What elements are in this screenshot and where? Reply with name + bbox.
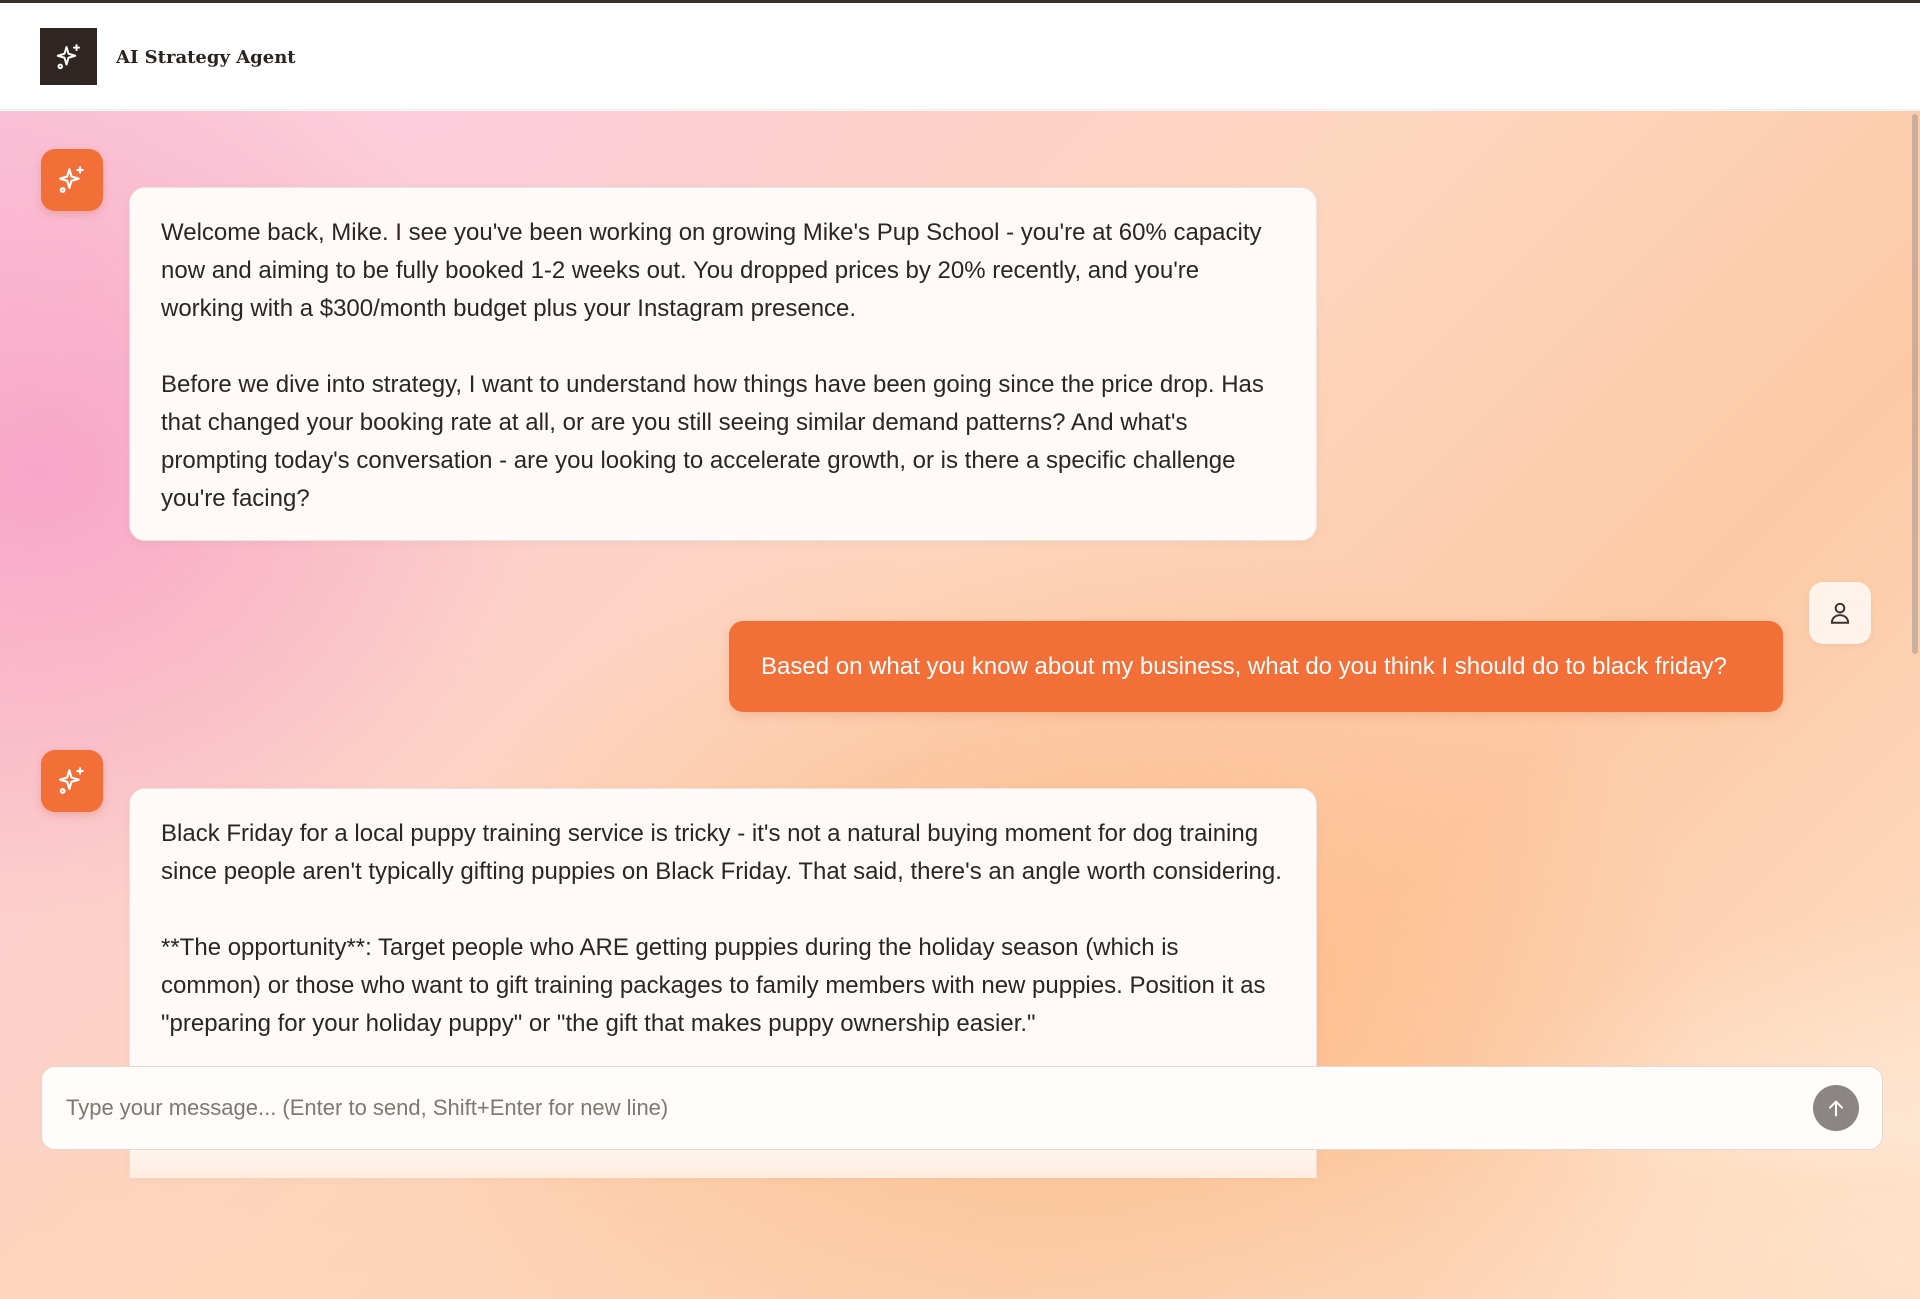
assistant-message: Welcome back, Mike. I see you've been working on growing Mike's Pup School - you're at 60% capacity now and aiming to be fully booked 1-2 weeks out. You dropped prices by 20% recently, and you're working with a $300/month budget plus your Instagram presence. Before we dive into strategy, I want to understand how things have been going since the price drop. Has that changed your booking rate at all, or are you still seeing similar demand patterns? And what's prompting today's conversation - are you looking to accelerate growth, or is there a specific challenge you're facing? — [129, 187, 1317, 541]
assistant-message: Black Friday for a local puppy training service is tricky - it's not a natural buying moment for dog training since people aren't typically gifting puppies on Black Friday. That said, there's an angle worth considering. **The opportunity**: Target people who ARE getting puppies during the holiday season (which is common) or those who want to gift training packages to family members with new puppies. Position it as "preparing for your holiday puppy" or "the gift that makes puppy ownership easier." — [129, 788, 1317, 1178]
app-header — [0, 3, 1920, 110]
send-button[interactable] — [1813, 1085, 1859, 1131]
user-avatar — [1809, 582, 1871, 644]
app-logo — [40, 28, 97, 85]
sparkle-icon — [54, 42, 84, 72]
user-message: Based on what you know about my business, what do you think I should do to black friday? — [729, 621, 1783, 712]
message-input[interactable] — [66, 1067, 1766, 1149]
sparkle-icon — [56, 765, 88, 797]
assistant-avatar — [41, 750, 103, 812]
assistant-avatar — [41, 149, 103, 211]
app-title: AI Strategy Agent — [116, 47, 296, 68]
user-icon — [1827, 600, 1853, 626]
composer-backdrop — [0, 1131, 1920, 1299]
chat-scrollbar[interactable] — [1912, 114, 1918, 654]
message-composer[interactable] — [41, 1066, 1883, 1150]
arrow-up-icon — [1825, 1097, 1847, 1119]
sparkle-icon — [56, 164, 88, 196]
